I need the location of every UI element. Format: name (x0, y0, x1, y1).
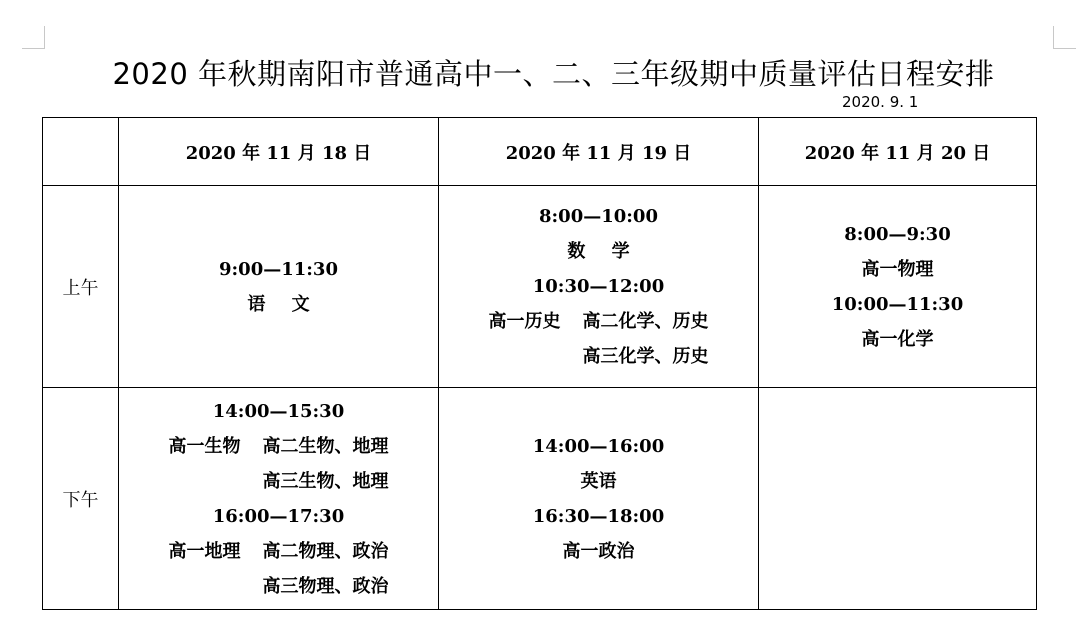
header-row (43, 118, 1037, 186)
document-title: 2020 年秋期南阳市普通高中一、二、三年级期中质量评估日程安排 (112, 57, 995, 91)
grade-subjects-line (169, 429, 389, 464)
exam-subject: 英语 (580, 470, 617, 492)
corner-cell (43, 118, 119, 186)
exam-time: 14:00—16:00 (532, 435, 665, 457)
cell-afternoon-day-18 (119, 388, 439, 610)
grade-subjects-line (169, 534, 389, 569)
exam-subject: 高一政治 (562, 540, 635, 562)
grade1-subjects: 高一历史 (488, 311, 561, 332)
exam-subject: 高一物理 (861, 258, 934, 280)
grade3-subjects: 高三物理、政治 (262, 575, 389, 597)
grade2-subjects: 高二物理、政治 (262, 540, 389, 562)
header-day-20: 2020 年 11 月 20 日 (759, 118, 1037, 186)
page-corner-mark-top-left (22, 26, 45, 49)
grade1-subjects: 高一地理 (168, 540, 241, 562)
cell-morning-day-19 (439, 186, 759, 388)
cell-morning-day-18 (119, 186, 439, 388)
exam-time: 10:00—11:30 (831, 293, 964, 315)
grade3-subjects: 高三生物、地理 (262, 470, 389, 492)
page-corner-mark-top-right (1053, 26, 1076, 49)
morning-row (43, 186, 1037, 388)
exam-time: 16:00—17:30 (212, 505, 345, 527)
header-day-18: 2020 年 11 月 18 日 (119, 118, 439, 186)
exam-time: 10:30—12:00 (532, 276, 665, 297)
exam-schedule-table (42, 117, 1037, 610)
afternoon-row (43, 388, 1037, 610)
cell-block (489, 199, 709, 374)
exam-subject: 高一化学 (861, 328, 934, 350)
document-date: 2020. 9. 1 (842, 93, 919, 111)
period-afternoon: 下午 (43, 388, 119, 610)
exam-time: 8:00—9:30 (844, 223, 951, 245)
exam-time: 14:00—15:30 (212, 400, 345, 422)
exam-subject: 语 文 (247, 293, 320, 315)
exam-subject: 数 学 (567, 241, 640, 262)
header-day-19: 2020 年 11 月 19 日 (439, 118, 759, 186)
cell-afternoon-day-20-empty (759, 388, 1037, 610)
exam-time: 16:30—18:00 (532, 505, 665, 527)
grade1-subjects: 高一生物 (168, 435, 241, 457)
cell-morning-day-20 (759, 186, 1037, 388)
grade-subjects-line (489, 304, 709, 339)
grade3-subjects: 高三化学、历史 (582, 346, 709, 367)
period-morning: 上午 (43, 186, 119, 388)
cell-block (169, 394, 389, 604)
grade2-subjects: 高二化学、历史 (582, 311, 709, 332)
exam-time: 8:00—10:00 (539, 206, 658, 227)
cell-afternoon-day-19 (439, 388, 759, 610)
grade2-subjects: 高二生物、地理 (262, 435, 389, 457)
exam-time: 9:00—11:30 (219, 258, 338, 280)
